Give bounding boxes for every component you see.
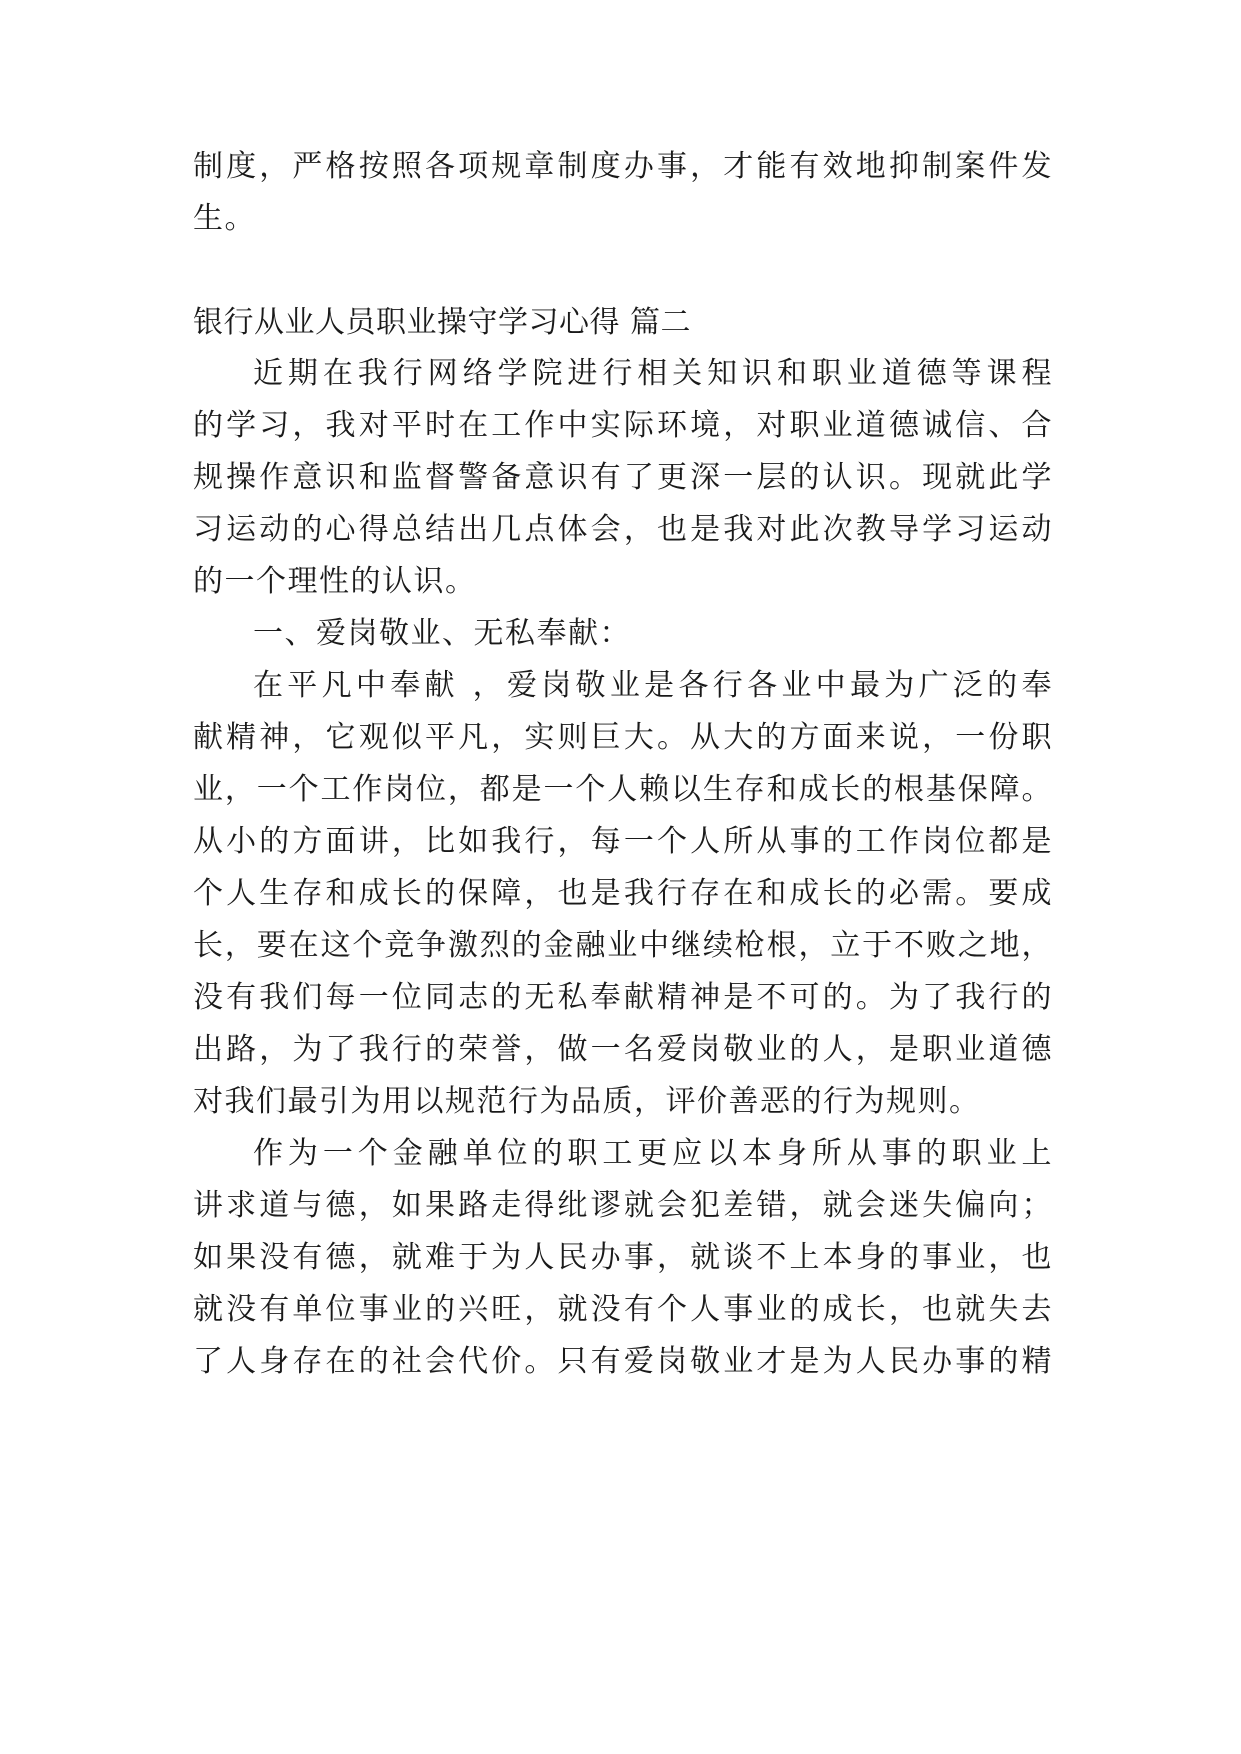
text-line: 就没有单位事业的兴旺，就没有个人事业的成长，也就失去 [193,1292,1053,1327]
text-line: 了人身存在的社会代价。只有爱岗敬业才是为人民办事的精 [193,1344,1053,1379]
text-line: 献精神，它观似平凡，实则巨大。从大的方面来说，一份职 [193,720,1053,755]
subheading: 一、爱岗敬业、无私奉献： [253,616,631,651]
text-line: 从小的方面讲，比如我行，每一个人所从事的工作岗位都是 [193,824,1053,859]
text-line: 作为一个金融单位的职工更应以本身所从事的职业上 [253,1136,1053,1171]
text-line: 长，要在这个竞争激烈的金融业中继续枪根，立于不败之地， [193,928,1053,963]
text-line: 如果没有德，就难于为人民办事，就谈不上本身的事业，也 [193,1240,1053,1275]
text-line: 对我们最引为用以规范行为品质，评价善恶的行为规则。 [193,1084,981,1119]
text-line: 习运动的心得总结出几点体会，也是我对此次教导学习运动 [193,512,1053,547]
text-line: 业，一个工作岗位，都是一个人赖以生存和成长的根基保障。 [193,772,1053,807]
text-line: 讲求道与德，如果路走得纰谬就会犯差错，就会迷失偏向； [193,1188,1053,1223]
text-line: 出路，为了我行的荣誉，做一名爱岗敬业的人，是职业道德 [193,1032,1053,1067]
text-line: 没有我们每一位同志的无私奉献精神是不可的。为了我行的 [193,980,1053,1015]
text-line: 生。 [193,201,256,236]
text-line: 规操作意识和监督警备意识有了更深一层的认识。现就此学 [193,460,1053,495]
text-line: 的一个理性的认识。 [193,564,477,599]
text-line: 个人生存和成长的保障，也是我行存在和成长的必需。要成 [193,876,1053,911]
text-line: 在平凡中奉献 ，爱岗敬业是各行各业中最为广泛的奉 [253,668,1053,703]
text-line: 的学习，我对平时在工作中实际环境，对职业道德诚信、合 [193,408,1053,443]
text-line: 制度，严格按照各项规章制度办事，才能有效地抑制案件发 [193,149,1053,184]
text-line: 近期在我行网络学院进行相关知识和职业道德等课程 [253,356,1053,391]
section-title: 银行从业人员职业操守学习心得 篇二 [193,305,692,340]
